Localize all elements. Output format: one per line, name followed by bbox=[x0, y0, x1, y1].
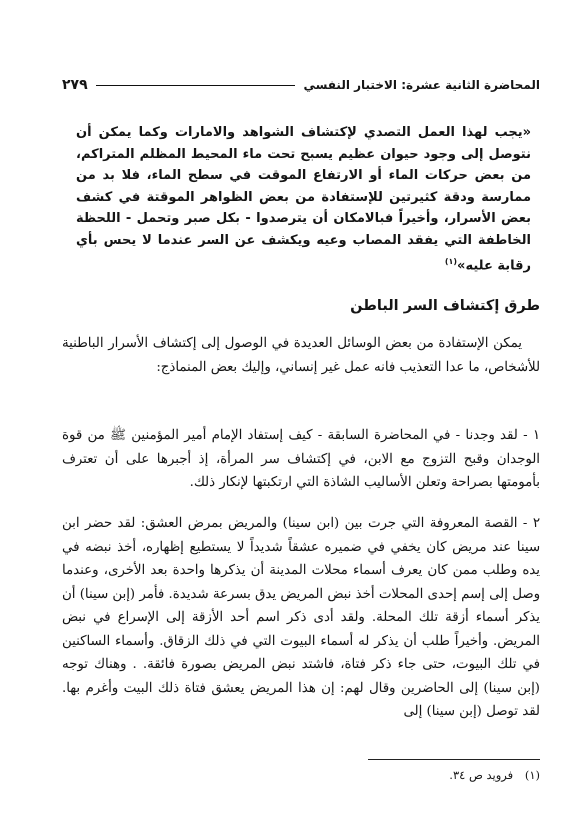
footnote-text: فرويد ص ٣٤. bbox=[449, 768, 514, 782]
running-header bbox=[62, 74, 540, 96]
footnote bbox=[300, 768, 540, 782]
paragraph-example-1: ١ - لقد وجدنا - في المحاضرة السابقة - كيف إستفاد الإمام أمير المؤمنين ﷺ من قوة الوجدان وقبح التزوج مع الابن، في إكتشاف سر المرأة، إذ أجبرها على أن تعترف بأمومتها بصراحة وتعلن الأساليب الشاذة التي ارتكبتها لإنكار ذلك. bbox=[62, 428, 540, 490]
footnote-rule bbox=[368, 759, 540, 760]
footnote-ref: (١) bbox=[444, 257, 458, 266]
quoted-passage bbox=[76, 122, 531, 277]
header-rule bbox=[96, 85, 296, 86]
chapter-title: المحاضرة الثانية عشرة: الاختبار النفسي bbox=[303, 78, 540, 92]
section-heading: طرق إكتشاف السر الباطن bbox=[350, 298, 540, 314]
quote-text: «يجب لهذا العمل التصدي لإكتشاف الشواهد والامارات وكما يمكن أن نتوصل إلى وجود حيوان عظيم يسبح تحت ماء المحيط المظلم المتراكم، من بعض حركات الماء أو الارتفاع الموقت في سطح الماء، فلا بد من ممارسة ودقة كثيرتين للإستفادة من بعض الظواهر الموقتة في كشف بعض الأسرار، وأخيراً فبالامكان أن يترصدوا - بكل صبر وتحمل - اللحظة الخاطفة التي يفقد المصاب وعيه ويكشف عن السر عندما لا يحس بأي رقابة عليه» bbox=[76, 125, 531, 274]
paragraph-example-2: ٢ - القصة المعروفة التي جرت بين (ابن سينا) والمريض بمرض العشق: لقد حضر ابن سينا عند مريض كان يخفي في ضميره عشقاً شديداً لا يستطيع إظهاره، أخذ نبضه في يده وطلب ممن كان يعرف أسماء محلات المدينة أن يذكرها واحدة بعد الأخرى، وعندما وصل إلى إسم إحدى المحلات أخذ نبض المريض يدق بسرعة شديدة. فأمر (إبن سينا) أن يذكر أسماء أزقة تلك المحلة. ولقد أدى ذكر اسم أحد الأزقة إلى الإسراع في نبض المريض. وأخيراً طلب أن يذكر له أسماء البيوت التي في ذلك الزقاق. وأسماء الساكنين في تلك البيوت، حتى جاء ذكر فتاة، فاشتد نبض المريض بصورة فائقة. . وهناك توجه (إبن سينا) إلى الحاضرين وقال لهم: إن هذا المريض يعشق فتاة ذلك البيت وأغرم بها. لقد توصل (إبن سينا) إلى bbox=[62, 516, 540, 719]
paragraph-intro: يمكن الإستفادة من بعض الوسائل العديدة في الوصول إلى إكتشاف الأسرار الباطنية للأشخاص، ما عدا التعذيب فانه عمل غير إنساني، وإليك بعض المنماذج: bbox=[62, 336, 540, 375]
footnote-number: (١) bbox=[524, 768, 540, 782]
page-number: ٢٧٩ bbox=[62, 77, 88, 93]
